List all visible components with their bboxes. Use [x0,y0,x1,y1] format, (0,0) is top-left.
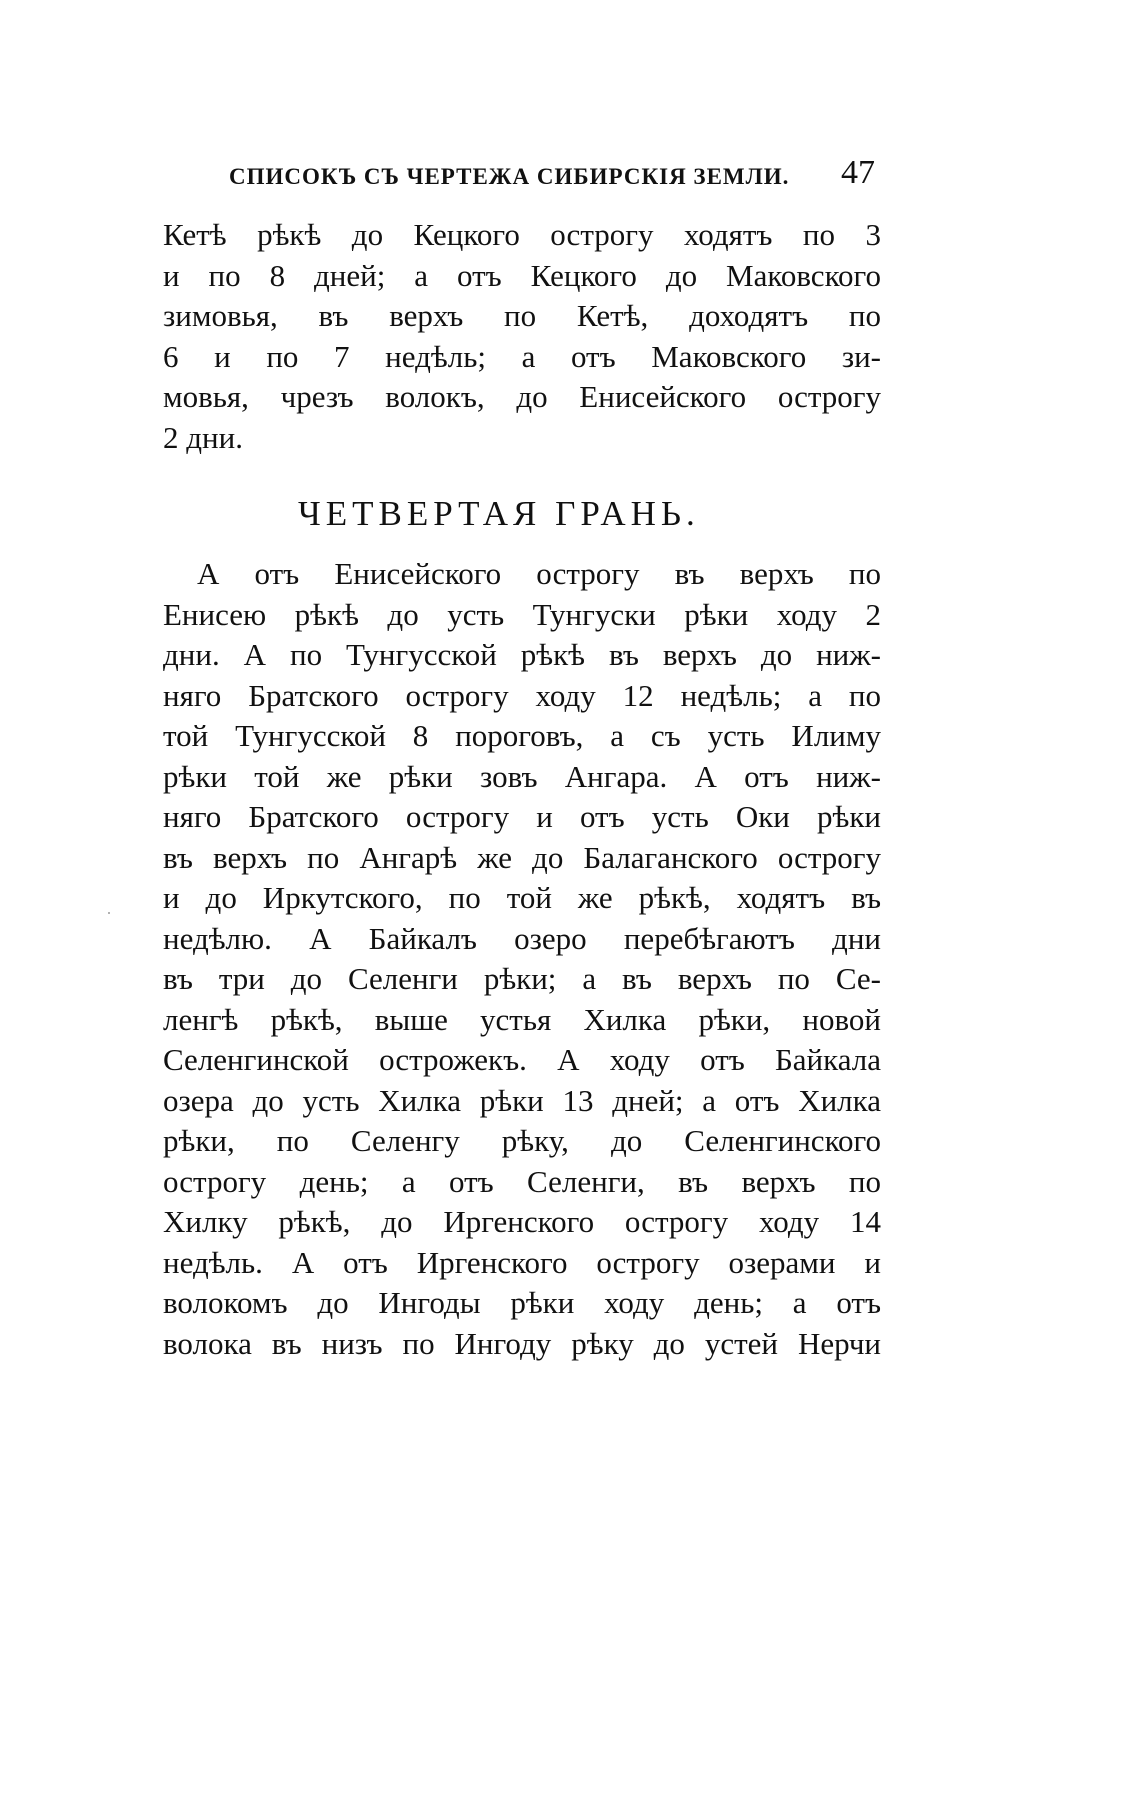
section-heading: ЧЕТВЕРТАЯ ГРАНЬ. [298,494,700,533]
paragraph-continued [163,215,881,458]
text-line: и до Иркутского, по той же рѣкѣ, ходятъ въ [163,880,881,915]
text-line: той Тунгусской 8 пороговъ, а съ усть Илиму [163,718,881,753]
text-line: Енисею рѣкѣ до усть Тунгуски рѣки ходу 2 [163,596,881,632]
page-number: 47 [841,154,875,191]
text-line: дни. А по Тунгусской рѣкѣ въ верхъ до ниж- [163,637,881,672]
text-line: въ три до Селенги рѣки; а въ верхъ по Се- [163,961,881,996]
text-line: 2 дни. [163,419,243,455]
text-line: и по 8 дней; а отъ Кецкого до Маковского [163,257,881,293]
text-line: волока въ низъ по Ингоду рѣку до устей Нерчи [163,1325,881,1361]
text-line: Кетѣ рѣкѣ до Кецкого острогу ходятъ по 3 [163,217,881,252]
text-line: мовья, чрезъ волокъ, до Енисейского острогу [163,379,881,414]
text-line: Селенгинской острожекъ. А ходу отъ Байкала [163,1042,881,1077]
text-line: няго Братского острогу ходу 12 недѣль; а по [163,677,881,713]
text-line: Хилку рѣкѣ, до Иргенского острогу ходу 14 [163,1204,881,1239]
paper-speck [108,912,110,914]
text-line: зимовья, въ верхъ по Кетѣ, доходятъ по [163,298,881,333]
text-line: волокомъ до Ингоды рѣки ходу день; а отъ [163,1285,881,1320]
text-line: острогу день; а отъ Селенги, въ верхъ по [163,1163,881,1199]
text-line: рѣки, по Селенгу рѣку, до Селенгинского [163,1123,881,1158]
text-line: няго Братского острогу и отъ усть Оки рѣки [163,799,881,834]
text-line: озера до усть Хилка рѣки 13 дней; а отъ Хилка [163,1082,881,1118]
text-line: въ верхъ по Ангарѣ же до Балаганского острогу [163,839,881,875]
running-head [225,152,880,192]
text-line: недѣль. А отъ Иргенского острогу озерами и [163,1244,881,1280]
paragraph-fourth-side [163,554,881,1364]
text-line: ленгѣ рѣкѣ, выше устья Хилка рѣки, новой [163,1001,881,1037]
text-line: недѣлю. А Байкалъ озеро перебѣгаютъ дни [163,920,881,956]
text-line: 6 и по 7 недѣль; а отъ Маковского зи- [163,338,881,374]
text-line: рѣки той же рѣки зовъ Ангара. А отъ ниж- [163,758,881,794]
running-title: СПИСОКЪ СЪ ЧЕРТЕЖА СИБИРСКІЯ ЗЕМЛИ. [229,164,790,189]
text-line: А отъ Енисейского острогу въ верхъ по [197,556,881,591]
